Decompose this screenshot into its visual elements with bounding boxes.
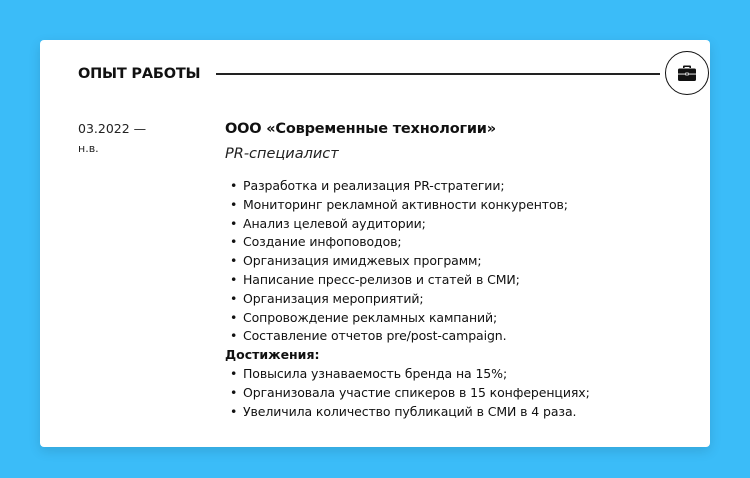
section-icon-badge <box>665 51 709 95</box>
job-details <box>225 118 685 421</box>
duties-list <box>225 177 685 346</box>
period-end: н.в. <box>78 142 99 155</box>
achievements-title: Достижения: <box>225 347 320 363</box>
company-name: ООО «Современные технологии» <box>225 121 496 137</box>
duty-item: • Сопровождение рекламных кампаний; <box>225 309 685 328</box>
achievements-list <box>225 365 685 421</box>
header-divider <box>216 73 660 75</box>
duty-item: • Разработка и реализация PR-стратегии; <box>225 177 685 196</box>
duty-item: • Мониторинг рекламной активности конкурентов; <box>225 196 685 215</box>
duty-item: • Написание пресс-релизов и статей в СМИ; <box>225 271 685 290</box>
duty-item: • Организация мероприятий; <box>225 290 685 309</box>
duty-item: • Создание инфоповодов; <box>225 233 685 252</box>
section-title: ОПЫТ РАБОТЫ <box>78 66 201 82</box>
briefcase-icon <box>677 64 697 82</box>
duty-item: • Составление отчетов pre/post-campaign. <box>225 327 685 346</box>
period-start: 03.2022 — <box>78 121 147 136</box>
duty-item: • Организация имиджевых программ; <box>225 252 685 271</box>
job-position: PR-специалист <box>225 146 339 162</box>
section-header <box>78 64 676 112</box>
achievement-item: • Повысила узнаваемость бренда на 15%; <box>225 365 685 384</box>
employment-period <box>78 119 146 159</box>
duty-item: • Анализ целевой аудитории; <box>225 215 685 234</box>
achievement-item: • Увеличила количество публикаций в СМИ в 4 раза. <box>225 403 685 422</box>
achievement-item: • Организовала участие спикеров в 15 конференциях; <box>225 384 685 403</box>
resume-section-card <box>40 40 710 447</box>
